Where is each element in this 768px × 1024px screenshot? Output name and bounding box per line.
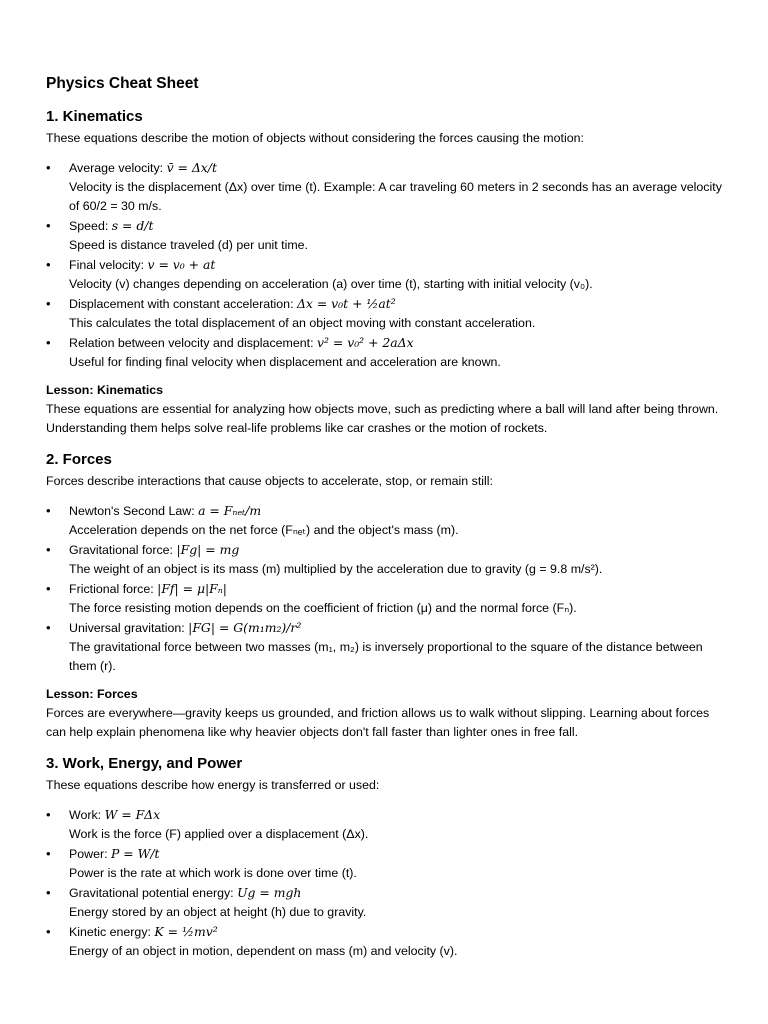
equation-formula: Δx = v₀t + ½at² [296, 296, 396, 311]
equation-formula: Ug = mgh [237, 885, 302, 900]
equation-item [46, 618, 728, 676]
equation-line [69, 618, 728, 638]
equation-line [69, 540, 728, 560]
equation-item [46, 158, 728, 216]
equation-line [69, 844, 728, 864]
equation-description: The force resisting motion depends on the coefficient of friction (μ) and the normal force (Fₙ). [69, 601, 577, 615]
equation-formula: |Ff| = μ|Fₙ| [157, 581, 227, 596]
section-intro: These equations describe how energy is transferred or used: [46, 778, 380, 792]
equation-formula: |FG| = G(m₁m₂)/r² [188, 620, 302, 635]
document-title: Physics Cheat Sheet [46, 75, 199, 92]
equation-label: Average velocity: [69, 161, 164, 175]
equation-item [46, 294, 728, 333]
equation-formula: W = FΔx [104, 807, 161, 822]
section-heading: 1. Kinematics [46, 108, 143, 125]
section-heading: 2. Forces [46, 451, 112, 468]
equation-label: Frictional force: [69, 582, 154, 596]
equation-item [46, 844, 728, 883]
equation-label: Final velocity: [69, 258, 145, 272]
equation-line [69, 922, 728, 942]
equation-line [69, 158, 728, 178]
equation-label: Universal gravitation: [69, 621, 185, 635]
section-intro: Forces describe interactions that cause objects to accelerate, stop, or remain still: [46, 474, 493, 488]
equation-label: Kinetic energy: [69, 925, 151, 939]
equation-label: Gravitational force: [69, 543, 173, 557]
equation-description: Velocity (v) changes depending on acceleration (a) over time (t), starting with initial velocity (v₀). [69, 277, 593, 291]
section-forces [46, 450, 728, 742]
equation-formula: v = v₀ + at [147, 257, 216, 272]
equation-description: Power is the rate at which work is done over time (t). [69, 866, 357, 880]
equation-description: Speed is distance traveled (d) per unit time. [69, 238, 308, 252]
equation-item [46, 883, 728, 922]
equation-description: Useful for finding final velocity when displacement and acceleration are known. [69, 355, 501, 369]
equation-label: Work: [69, 808, 102, 822]
equation-label: Relation between velocity and displacement: [69, 336, 314, 350]
equation-description: The weight of an object is its mass (m) multiplied by the acceleration due to gravity (g = 9.8 m/s²). [69, 562, 603, 576]
equation-description: Acceleration depends on the net force (Fₙₑₜ) and the object's mass (m). [69, 523, 459, 537]
equation-item [46, 922, 728, 961]
equation-line [69, 255, 728, 275]
equation-formula: s = d/t [111, 218, 154, 233]
equation-item [46, 805, 728, 844]
equation-formula: P = W/t [111, 846, 160, 861]
equation-label: Displacement with constant acceleration: [69, 297, 294, 311]
equation-item [46, 333, 728, 372]
equation-label: Gravitational potential energy: [69, 886, 234, 900]
equation-list [46, 158, 728, 372]
equation-description: Energy stored by an object at height (h) due to gravity. [69, 905, 367, 919]
equation-description: Energy of an object in motion, dependent on mass (m) and velocity (v). [69, 944, 458, 958]
equation-line [69, 883, 728, 903]
equation-item [46, 216, 728, 255]
equation-label: Speed: [69, 219, 109, 233]
equation-label: Power: [69, 847, 108, 861]
equation-line [69, 805, 728, 825]
equation-description: The gravitational force between two masses (m₁, m₂) is inversely proportional to the square of the distance between them (r). [69, 640, 703, 673]
equation-list [46, 805, 728, 961]
equation-formula: a = Fₙₑₜ/m [198, 503, 262, 518]
section-intro: These equations describe the motion of objects without considering the forces causing the motion: [46, 131, 584, 145]
equation-item [46, 501, 728, 540]
lesson-text: These equations are essential for analyzing how objects move, such as predicting where a ball will land after being thrown. Understanding them helps solve real-life problems like car crashes or the motion of rockets. [46, 402, 719, 435]
lesson-title: Lesson: Kinematics [46, 383, 164, 397]
lesson-title: Lesson: Forces [46, 687, 138, 701]
equation-line [69, 294, 728, 314]
equation-line [69, 501, 728, 521]
equation-formula: |Fg| = mg [176, 542, 240, 557]
equation-description: Velocity is the displacement (Δx) over time (t). Example: A car traveling 60 meters in 2 seconds has an average velocity of 60/2 = 30 m/s. [69, 180, 722, 213]
equation-item [46, 540, 728, 579]
equation-description: This calculates the total displacement of an object moving with constant acceleration. [69, 316, 536, 330]
equation-label: Newton's Second Law: [69, 504, 195, 518]
section-heading: 3. Work, Energy, and Power [46, 755, 243, 772]
equation-formula: v̄ = Δx/t [166, 160, 217, 175]
equation-item [46, 255, 728, 294]
section-work-energy-power [46, 754, 728, 961]
equation-item [46, 579, 728, 618]
equation-line [69, 216, 728, 236]
equation-line [69, 333, 728, 353]
equation-description: Work is the force (F) applied over a displacement (Δx). [69, 827, 369, 841]
equation-formula: K = ½mv² [154, 924, 218, 939]
equation-formula: v² = v₀² + 2aΔx [316, 335, 414, 350]
lesson-text: Forces are everywhere—gravity keeps us grounded, and friction allows us to walk without slipping. Learning about forces can help explain phenomena like why heavier objects don't fall faster than lighter ones in free fall. [46, 706, 710, 739]
section-kinematics [46, 107, 728, 438]
equation-list [46, 501, 728, 676]
equation-line [69, 579, 728, 599]
